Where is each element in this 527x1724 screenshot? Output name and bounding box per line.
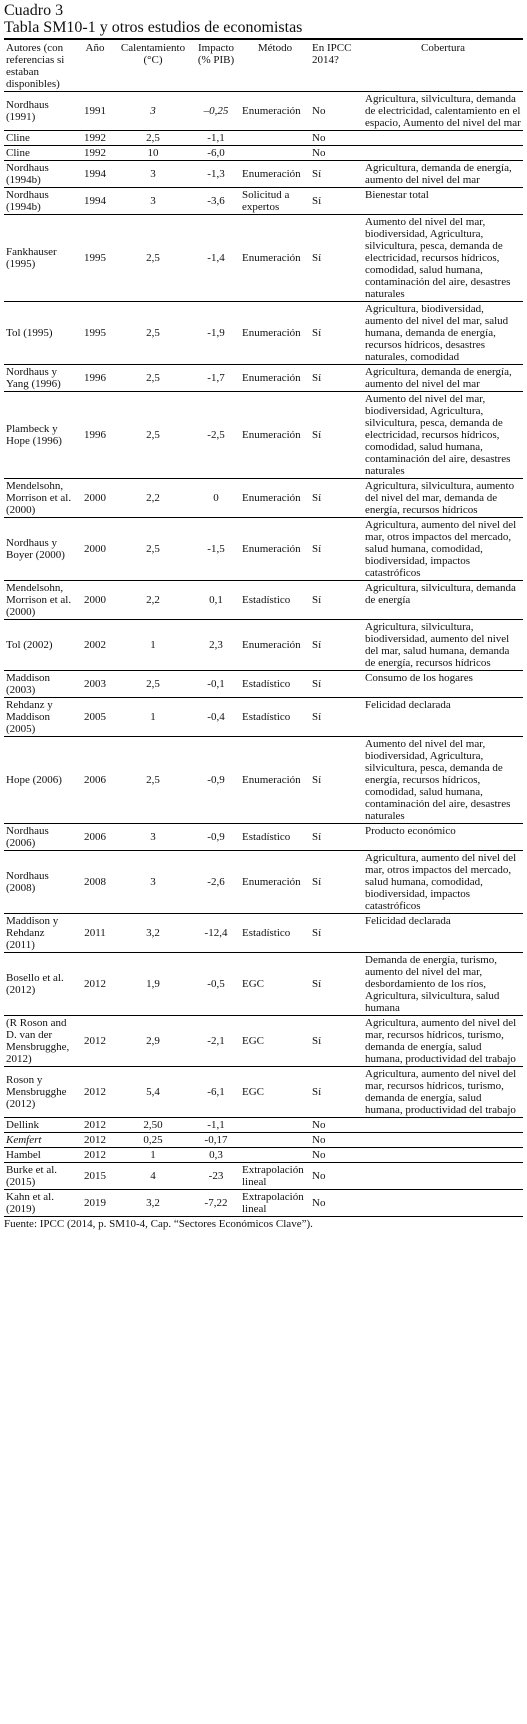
header-anio: Año [76,39,114,92]
cell-autores: Nordhaus y Boyer (2000) [4,518,76,581]
cell-metodo: Enumeración [240,737,310,824]
cell-calentamiento: 1 [114,698,192,737]
table-row [4,188,523,215]
cell-autores: Nordhaus (1994b) [4,161,76,188]
cell-impacto: -1,9 [192,302,240,365]
cell-metodo [240,1133,310,1148]
cell-metodo [240,1148,310,1163]
cell-metodo: Enumeración [240,92,310,131]
cell-ipcc: No [310,92,363,131]
table-row [4,698,523,737]
cell-anio: 1994 [76,161,114,188]
cell-autores: Fankhauser (1995) [4,215,76,302]
cell-ipcc: Sí [310,161,363,188]
cell-autores: Kemfert [4,1133,76,1148]
header-cobertura: Cobertura [363,39,523,92]
cell-calentamiento: 0,25 [114,1133,192,1148]
table-row [4,518,523,581]
cell-autores: Mendelsohn, Morrison et al. (2000) [4,479,76,518]
cell-ipcc: Sí [310,1016,363,1067]
table-row [4,620,523,671]
cell-metodo: Enumeración [240,392,310,479]
table-row [4,914,523,953]
cell-cobertura: Aumento del nivel del mar, biodiversidad, Agricultura, silvicultura, pesca, demanda de electricidad, recursos hídricos, comodidad, salud humana, contaminación del aire, desastres naturales [363,392,523,479]
cell-cobertura [363,1190,523,1217]
cell-metodo: Enumeración [240,518,310,581]
cell-autores: Maddison (2003) [4,671,76,698]
cell-metodo: Estadístico [240,824,310,851]
cell-metodo: Enumeración [240,620,310,671]
cell-anio: 1995 [76,302,114,365]
cell-impacto: -12,4 [192,914,240,953]
cell-autores: Tol (1995) [4,302,76,365]
table-row [4,1190,523,1217]
cell-impacto: -6,1 [192,1067,240,1118]
cell-anio: 2015 [76,1163,114,1190]
cell-impacto: -1,3 [192,161,240,188]
cell-autores: Plambeck y Hope (1996) [4,392,76,479]
cell-ipcc: Sí [310,215,363,302]
cell-calentamiento: 2,50 [114,1118,192,1133]
cell-metodo: Extrapolación lineal [240,1163,310,1190]
table-row [4,824,523,851]
header-ipcc: En IPCC 2014? [310,39,363,92]
cell-calentamiento: 5,4 [114,1067,192,1118]
table-row [4,146,523,161]
source-note: Fuente: IPCC (2014, p. SM10-4, Cap. “Sectores Económicos Clave”). [4,1218,313,1230]
cell-metodo: Estadístico [240,914,310,953]
cell-cobertura: Agricultura, biodiversidad, aumento del nivel del mar, salud humana, demanda de energía, recursos hídricos, desastres naturales, comodidad [363,302,523,365]
table-row [4,392,523,479]
cell-metodo: EGC [240,1067,310,1118]
cell-calentamiento: 1 [114,620,192,671]
cell-anio: 2002 [76,620,114,671]
table-row [4,953,523,1016]
cell-anio: 2006 [76,737,114,824]
cell-autores: Tol (2002) [4,620,76,671]
cell-metodo: Enumeración [240,161,310,188]
cell-cobertura: Agricultura, silvicultura, demanda de electricidad, calentamiento en el espacio, Aumento del nivel del mar [363,92,523,131]
cell-cobertura: Demanda de energía, turismo, aumento del nivel del mar, desbordamiento de los ríos, Agricultura, silvicultura, salud humana [363,953,523,1016]
cell-impacto: -0,1 [192,671,240,698]
economists-studies-table [4,38,523,1217]
cell-impacto: -1,5 [192,518,240,581]
table-title: Tabla SM10-1 y otros estudios de economistas [4,19,303,36]
cell-metodo: EGC [240,1016,310,1067]
cell-anio: 2005 [76,698,114,737]
cell-ipcc: Sí [310,479,363,518]
cell-ipcc: Sí [310,698,363,737]
cell-autores: Nordhaus (1991) [4,92,76,131]
cell-cobertura: Agricultura, aumento del nivel del mar, otros impactos del mercado, salud humana, comodidad, biodiversidad, impactos catastróficos [363,851,523,914]
cell-calentamiento: 2,5 [114,392,192,479]
cell-ipcc: No [310,1148,363,1163]
cell-metodo: Estadístico [240,698,310,737]
cell-calentamiento: 3 [114,161,192,188]
cell-calentamiento: 2,5 [114,215,192,302]
table-row [4,215,523,302]
table-row [4,1133,523,1148]
table-row [4,851,523,914]
cell-autores: Maddison y Rehdanz (2011) [4,914,76,953]
cell-ipcc: Sí [310,1067,363,1118]
cell-metodo: Enumeración [240,302,310,365]
cell-cobertura [363,1148,523,1163]
table-row [4,365,523,392]
cell-anio: 2003 [76,671,114,698]
table-row [4,581,523,620]
cell-metodo: Enumeración [240,215,310,302]
cell-anio: 2000 [76,479,114,518]
cell-cobertura: Aumento del nivel del mar, biodiversidad, Agricultura, silvicultura, pesca, demanda de electricidad, recursos hídricos, comodidad, salud humana, contaminación del aire, desastres naturales [363,215,523,302]
cell-calentamiento: 2,5 [114,671,192,698]
cell-cobertura [363,1133,523,1148]
cell-metodo: Estadístico [240,671,310,698]
cell-ipcc: Sí [310,302,363,365]
cell-autores: Nordhaus (1994b) [4,188,76,215]
header-calentamiento: Calentamiento (°C) [114,39,192,92]
cell-anio: 2008 [76,851,114,914]
cell-anio: 2011 [76,914,114,953]
cell-cobertura: Producto económico [363,824,523,851]
table-row [4,737,523,824]
cell-anio: 1996 [76,392,114,479]
cell-ipcc: Sí [310,620,363,671]
cell-cobertura [363,131,523,146]
cell-cobertura [363,1118,523,1133]
table-row [4,671,523,698]
cell-anio: 2000 [76,581,114,620]
cell-metodo: Solicitud a expertos [240,188,310,215]
cell-calentamiento: 2,5 [114,518,192,581]
cell-impacto: -1,1 [192,131,240,146]
cell-metodo [240,131,310,146]
cell-cobertura: Felicidad declarada [363,914,523,953]
cell-calentamiento: 3 [114,92,192,131]
cell-impacto: -6,0 [192,146,240,161]
cell-autores: Hope (2006) [4,737,76,824]
header-impacto: Impacto (% PIB) [192,39,240,92]
cell-ipcc: Sí [310,824,363,851]
cell-cobertura: Agricultura, aumento del nivel del mar, recursos hídricos, turismo, demanda de energía, salud humana, productividad del trabajo [363,1067,523,1118]
cell-calentamiento: 2,2 [114,479,192,518]
cell-autores: Cline [4,146,76,161]
cell-impacto: -1,1 [192,1118,240,1133]
cell-autores: Nordhaus (2006) [4,824,76,851]
cell-autores: Mendelsohn, Morrison et al. (2000) [4,581,76,620]
cell-metodo: Enumeración [240,851,310,914]
header-autores: Autores (con referencias si estaban disponibles) [4,39,76,92]
table-row [4,479,523,518]
cell-calentamiento: 4 [114,1163,192,1190]
cell-anio: 2006 [76,824,114,851]
cell-ipcc: Sí [310,392,363,479]
cell-impacto: -0,9 [192,824,240,851]
table-number: Cuadro 3 [4,2,64,19]
cell-impacto: 0 [192,479,240,518]
cell-metodo [240,146,310,161]
cell-impacto: -2,1 [192,1016,240,1067]
cell-ipcc: Sí [310,188,363,215]
cell-anio: 1991 [76,92,114,131]
cell-anio: 1994 [76,188,114,215]
table-row [4,1016,523,1067]
cell-metodo: Extrapolación lineal [240,1190,310,1217]
cell-ipcc: No [310,1118,363,1133]
cell-impacto: 0,3 [192,1148,240,1163]
cell-metodo: Enumeración [240,479,310,518]
cell-ipcc: Sí [310,518,363,581]
cell-impacto: -0,4 [192,698,240,737]
cell-cobertura: Agricultura, aumento del nivel del mar, otros impactos del mercado, salud humana, comodidad, biodiversidad, impactos catastróficos [363,518,523,581]
cell-ipcc: Sí [310,737,363,824]
cell-anio: 1996 [76,365,114,392]
cell-autores: (R Roson and D. van der Mensbrugghe, 2012) [4,1016,76,1067]
table-row [4,1067,523,1118]
cell-autores: Hambel [4,1148,76,1163]
table-body [4,92,523,1217]
cell-impacto: –0,25 [192,92,240,131]
cell-cobertura [363,1163,523,1190]
cell-calentamiento: 2,5 [114,737,192,824]
cell-impacto: -0,17 [192,1133,240,1148]
cell-impacto: -1,7 [192,365,240,392]
header-metodo: Método [240,39,310,92]
table-row [4,92,523,131]
cell-impacto: 0,1 [192,581,240,620]
cell-autores: Nordhaus y Yang (1996) [4,365,76,392]
cell-impacto: -7,22 [192,1190,240,1217]
cell-anio: 1992 [76,146,114,161]
cell-cobertura: Agricultura, demanda de energía, aumento del nivel del mar [363,161,523,188]
cell-impacto: -23 [192,1163,240,1190]
cell-anio: 2000 [76,518,114,581]
cell-ipcc: Sí [310,365,363,392]
cell-ipcc: No [310,1133,363,1148]
cell-ipcc: No [310,1190,363,1217]
cell-autores: Dellink [4,1118,76,1133]
cell-cobertura: Felicidad declarada [363,698,523,737]
cell-anio: 1992 [76,131,114,146]
cell-calentamiento: 2,5 [114,131,192,146]
cell-cobertura: Agricultura, silvicultura, biodiversidad, aumento del nivel del mar, salud humana, demanda de energía, recursos hídricos [363,620,523,671]
cell-calentamiento: 2,2 [114,581,192,620]
cell-cobertura: Agricultura, silvicultura, demanda de energía [363,581,523,620]
cell-cobertura: Agricultura, aumento del nivel del mar, recursos hídricos, turismo, demanda de energía, salud humana, productividad del trabajo [363,1016,523,1067]
cell-impacto: 2,3 [192,620,240,671]
cell-ipcc: No [310,1163,363,1190]
cell-metodo [240,1118,310,1133]
cell-ipcc: Sí [310,671,363,698]
cell-autores: Kahn et al. (2019) [4,1190,76,1217]
cell-calentamiento: 1 [114,1148,192,1163]
cell-cobertura: Aumento del nivel del mar, biodiversidad, Agricultura, silvicultura, pesca, demanda de energía, recursos hídricos, comodidad, salud humana, contaminación del aire, desastres naturales [363,737,523,824]
cell-ipcc: Sí [310,953,363,1016]
cell-calentamiento: 10 [114,146,192,161]
cell-impacto: -1,4 [192,215,240,302]
cell-ipcc: Sí [310,851,363,914]
cell-cobertura: Agricultura, silvicultura, aumento del nivel del mar, demanda de energía, recursos hídricos [363,479,523,518]
cell-calentamiento: 2,5 [114,365,192,392]
cell-ipcc: Sí [310,914,363,953]
cell-autores: Cline [4,131,76,146]
cell-calentamiento: 3 [114,824,192,851]
cell-impacto: -2,5 [192,392,240,479]
cell-cobertura: Agricultura, demanda de energía, aumento del nivel del mar [363,365,523,392]
cell-metodo: Enumeración [240,365,310,392]
cell-calentamiento: 2,5 [114,302,192,365]
cell-cobertura: Bienestar total [363,188,523,215]
cell-impacto: -0,5 [192,953,240,1016]
cell-ipcc: No [310,146,363,161]
table-row [4,1148,523,1163]
table-row [4,131,523,146]
cell-ipcc: Sí [310,581,363,620]
table-row [4,161,523,188]
cell-autores: Bosello et al. (2012) [4,953,76,1016]
cell-anio: 1995 [76,215,114,302]
cell-metodo: Estadístico [240,581,310,620]
cell-metodo: EGC [240,953,310,1016]
table-row [4,302,523,365]
cell-calentamiento: 3,2 [114,1190,192,1217]
cell-autores: Nordhaus (2008) [4,851,76,914]
cell-impacto: -0,9 [192,737,240,824]
cell-anio: 2019 [76,1190,114,1217]
table-row [4,1163,523,1190]
cell-ipcc: No [310,131,363,146]
cell-impacto: -2,6 [192,851,240,914]
cell-autores: Roson y Mensbrugghe (2012) [4,1067,76,1118]
cell-anio: 2012 [76,1016,114,1067]
cell-anio: 2012 [76,1067,114,1118]
cell-anio: 2012 [76,1118,114,1133]
cell-anio: 2012 [76,1148,114,1163]
cell-calentamiento: 3,2 [114,914,192,953]
table-row [4,1118,523,1133]
cell-calentamiento: 3 [114,851,192,914]
cell-anio: 2012 [76,1133,114,1148]
cell-cobertura: Consumo de los hogares [363,671,523,698]
header-row [4,39,523,92]
cell-impacto: -3,6 [192,188,240,215]
cell-calentamiento: 1,9 [114,953,192,1016]
cell-autores: Rehdanz y Maddison (2005) [4,698,76,737]
cell-calentamiento: 2,9 [114,1016,192,1067]
cell-cobertura [363,146,523,161]
cell-autores: Burke et al. (2015) [4,1163,76,1190]
cell-calentamiento: 3 [114,188,192,215]
cell-anio: 2012 [76,953,114,1016]
